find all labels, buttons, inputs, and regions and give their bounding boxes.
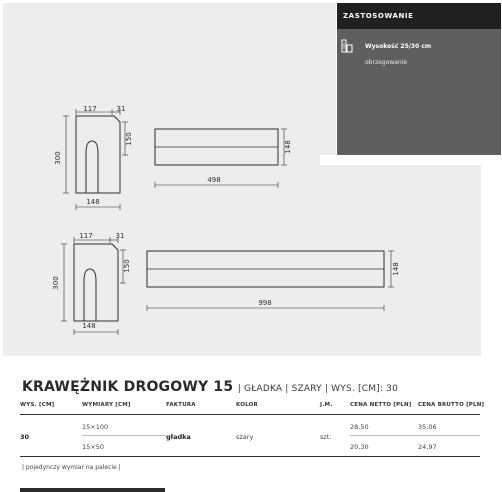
panel-background [337, 3, 501, 155]
dim-s1-top-right: 31 [116, 105, 126, 113]
dim-s1-bottom: 148 [86, 198, 100, 206]
row2-net-price: 20,30 [350, 443, 369, 451]
panel-title: ZASTOSOWANIE [343, 12, 414, 20]
dim-e2-height: 148 [392, 262, 400, 276]
cell-unit: szt. [320, 433, 332, 441]
header-color: KOLOR [236, 402, 258, 408]
header-net-price: CENA NETTO [PLN] [350, 402, 412, 408]
header-dimensions: WYMIARY [CM] [82, 402, 131, 408]
dim-s1-side: 150 [125, 132, 133, 146]
dim-s2-bottom: 148 [82, 322, 96, 330]
header-texture: FAKTURA [166, 402, 196, 408]
dim-s2-top-left: 117 [79, 232, 93, 240]
dim-e1-height: 148 [284, 140, 292, 154]
cell-color: szary [236, 433, 254, 441]
row1-net-price: 28,50 [350, 423, 369, 431]
dim-s1-height: 300 [54, 151, 62, 165]
dim-s2-top-right: 31 [115, 232, 125, 240]
height-class-icon [341, 39, 353, 53]
bottom-edge-bar [20, 488, 165, 492]
table-header-rule [20, 414, 480, 415]
header-unit: J.M. [320, 402, 333, 408]
dim-s2-height: 300 [52, 276, 60, 290]
dim-s1-top-left: 117 [83, 105, 97, 113]
header-height: WYS. [CM] [20, 402, 55, 408]
product-name: KRAWĘŻNIK DROGOWY 15 [22, 379, 234, 395]
dim-e2-length: 998 [258, 299, 272, 307]
use-label: obrzegowanie [365, 59, 408, 66]
cell-height: 30 [20, 433, 30, 441]
pallet-note: | pojedynczy wymiar na palecie | [22, 464, 121, 471]
row1-gross-price: 35,06 [418, 423, 437, 431]
height-label: Wysokość 25/30 cm [365, 43, 432, 50]
dim-e1-length: 498 [207, 176, 221, 184]
row2-gross-price: 24,97 [418, 443, 437, 451]
header-gross-price: CENA BRUTTO [PLN] [418, 402, 485, 408]
row1-dimensions: 15×100 [82, 423, 109, 431]
application-panel [337, 3, 501, 155]
row-divider-prices [350, 435, 480, 436]
cell-texture: gładka [166, 433, 191, 441]
product-params: | GŁADKA | SZARY | WYS. [CM]: 30 [237, 384, 399, 394]
row-divider-dimensions [82, 435, 166, 436]
table-bottom-rule [20, 456, 480, 457]
row2-dimensions: 15×50 [82, 443, 104, 451]
product-title [22, 378, 398, 396]
dim-s2-side: 150 [123, 259, 131, 273]
